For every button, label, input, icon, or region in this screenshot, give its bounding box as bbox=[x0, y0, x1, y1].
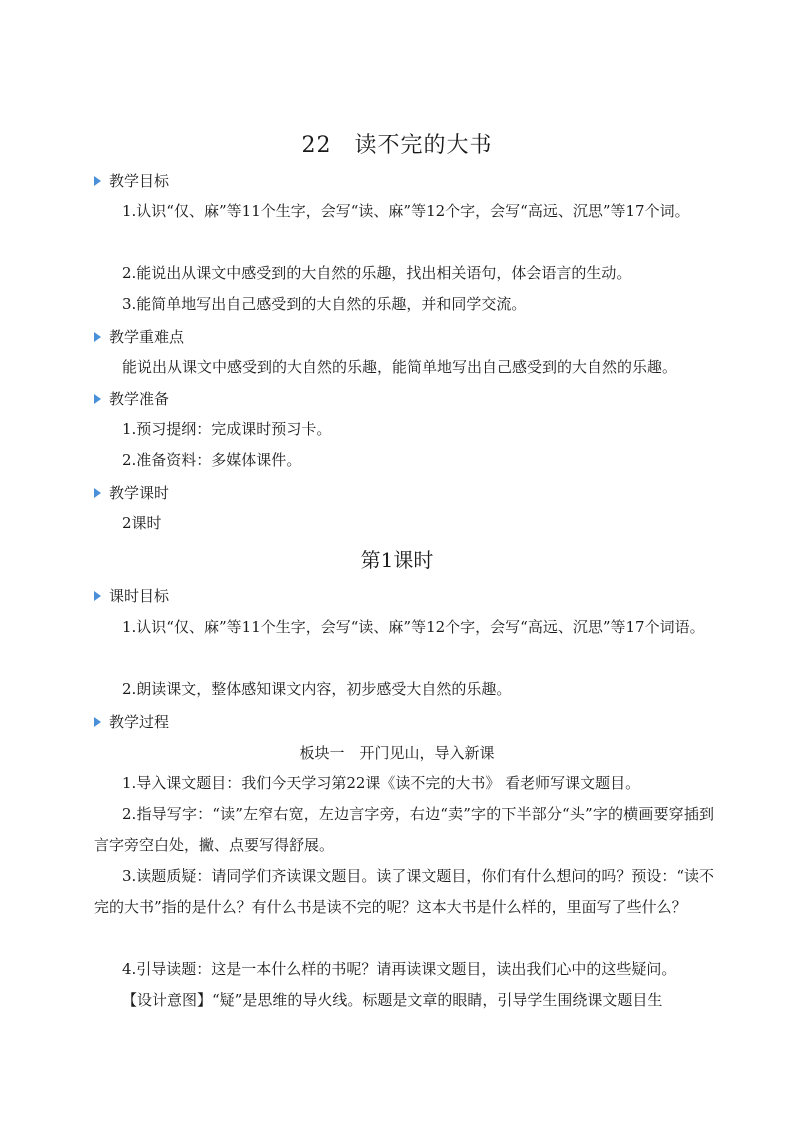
process-item-1: 1.导入课文题目：我们今天学习第22课《读不完的大书》 看老师写课文题目。 bbox=[122, 774, 641, 792]
section-heading: 教学目标 bbox=[109, 172, 170, 190]
section-heading: 课时目标 bbox=[109, 587, 170, 605]
triangle-bullet-icon bbox=[94, 488, 101, 498]
section-teaching-goals bbox=[94, 170, 169, 192]
section-heading: 教学准备 bbox=[109, 390, 170, 408]
lesson-goal-item-1: 1.认识“仅、麻”等11个生字，会写“读、麻”等12个字，会写“高远、沉思”等17个词语。 bbox=[122, 618, 705, 636]
process-item-4: 4.引导读题：这是一本什么样的书呢？请再读课文题目，读出我们心中的这些疑问。 bbox=[122, 960, 677, 978]
section-heading: 教学重难点 bbox=[109, 328, 185, 346]
lesson-goal-item-2: 2.朗读课文，整体感知课文内容，初步感受大自然的乐趣。 bbox=[122, 680, 512, 698]
section-heading: 教学过程 bbox=[109, 713, 170, 731]
block-heading: 板块一 开门见山，导入新课 bbox=[299, 744, 495, 762]
goal-item-1: 1.认识“仅、麻”等11个生字，会写“读、麻”等12个字，会写“高远、沉思”等17个词。 bbox=[122, 202, 690, 220]
section-preparation bbox=[94, 388, 169, 410]
triangle-bullet-icon bbox=[94, 591, 101, 601]
process-item-3: 3.读题质疑：请同学们齐读课文题目。读了课文题目，你们有什么想问的吗？预设：“读不完的大书”指的是什么？有什么书是读不完的呢？这本大书是什么样的，里面写了些什么？ bbox=[94, 867, 714, 916]
section-key-points bbox=[94, 326, 184, 348]
lesson-period-title: 第1课时 bbox=[360, 548, 434, 572]
section-teaching-process bbox=[94, 711, 169, 733]
process-item-2: 2.指导写字：“读”左窄右宽，左边言字旁，右边“卖”字的下半部分“头”字的横画要穿插到言字旁空白处，撇、点要写得舒展。 bbox=[94, 805, 714, 854]
goal-item-2: 2.能说出从课文中感受到的大自然的乐趣，找出相关语句，体会语言的生动。 bbox=[122, 264, 632, 282]
preparation-item-2: 2.准备资料：多媒体课件。 bbox=[122, 451, 302, 469]
section-lesson-goals bbox=[94, 585, 169, 607]
triangle-bullet-icon bbox=[94, 394, 101, 404]
key-points-text: 能说出从课文中感受到的大自然的乐趣，能简单地写出自己感受到的大自然的乐趣。 bbox=[122, 358, 678, 376]
triangle-bullet-icon bbox=[94, 332, 101, 342]
design-intent: 【设计意图】“疑”是思维的导火线。标题是文章的眼睛，引导学生围绕课文题目生 bbox=[122, 991, 663, 1009]
lesson-title: 22 读不完的大书 bbox=[301, 133, 493, 158]
triangle-bullet-icon bbox=[94, 717, 101, 727]
class-hours-text: 2课时 bbox=[122, 514, 162, 532]
goal-item-3: 3.能简单地写出自己感受到的大自然的乐趣，并和同学交流。 bbox=[122, 295, 527, 313]
preparation-item-1: 1.预习提纲：完成课时预习卡。 bbox=[122, 420, 332, 438]
section-heading: 教学课时 bbox=[109, 484, 170, 502]
triangle-bullet-icon bbox=[94, 176, 101, 186]
section-class-hours bbox=[94, 482, 169, 504]
